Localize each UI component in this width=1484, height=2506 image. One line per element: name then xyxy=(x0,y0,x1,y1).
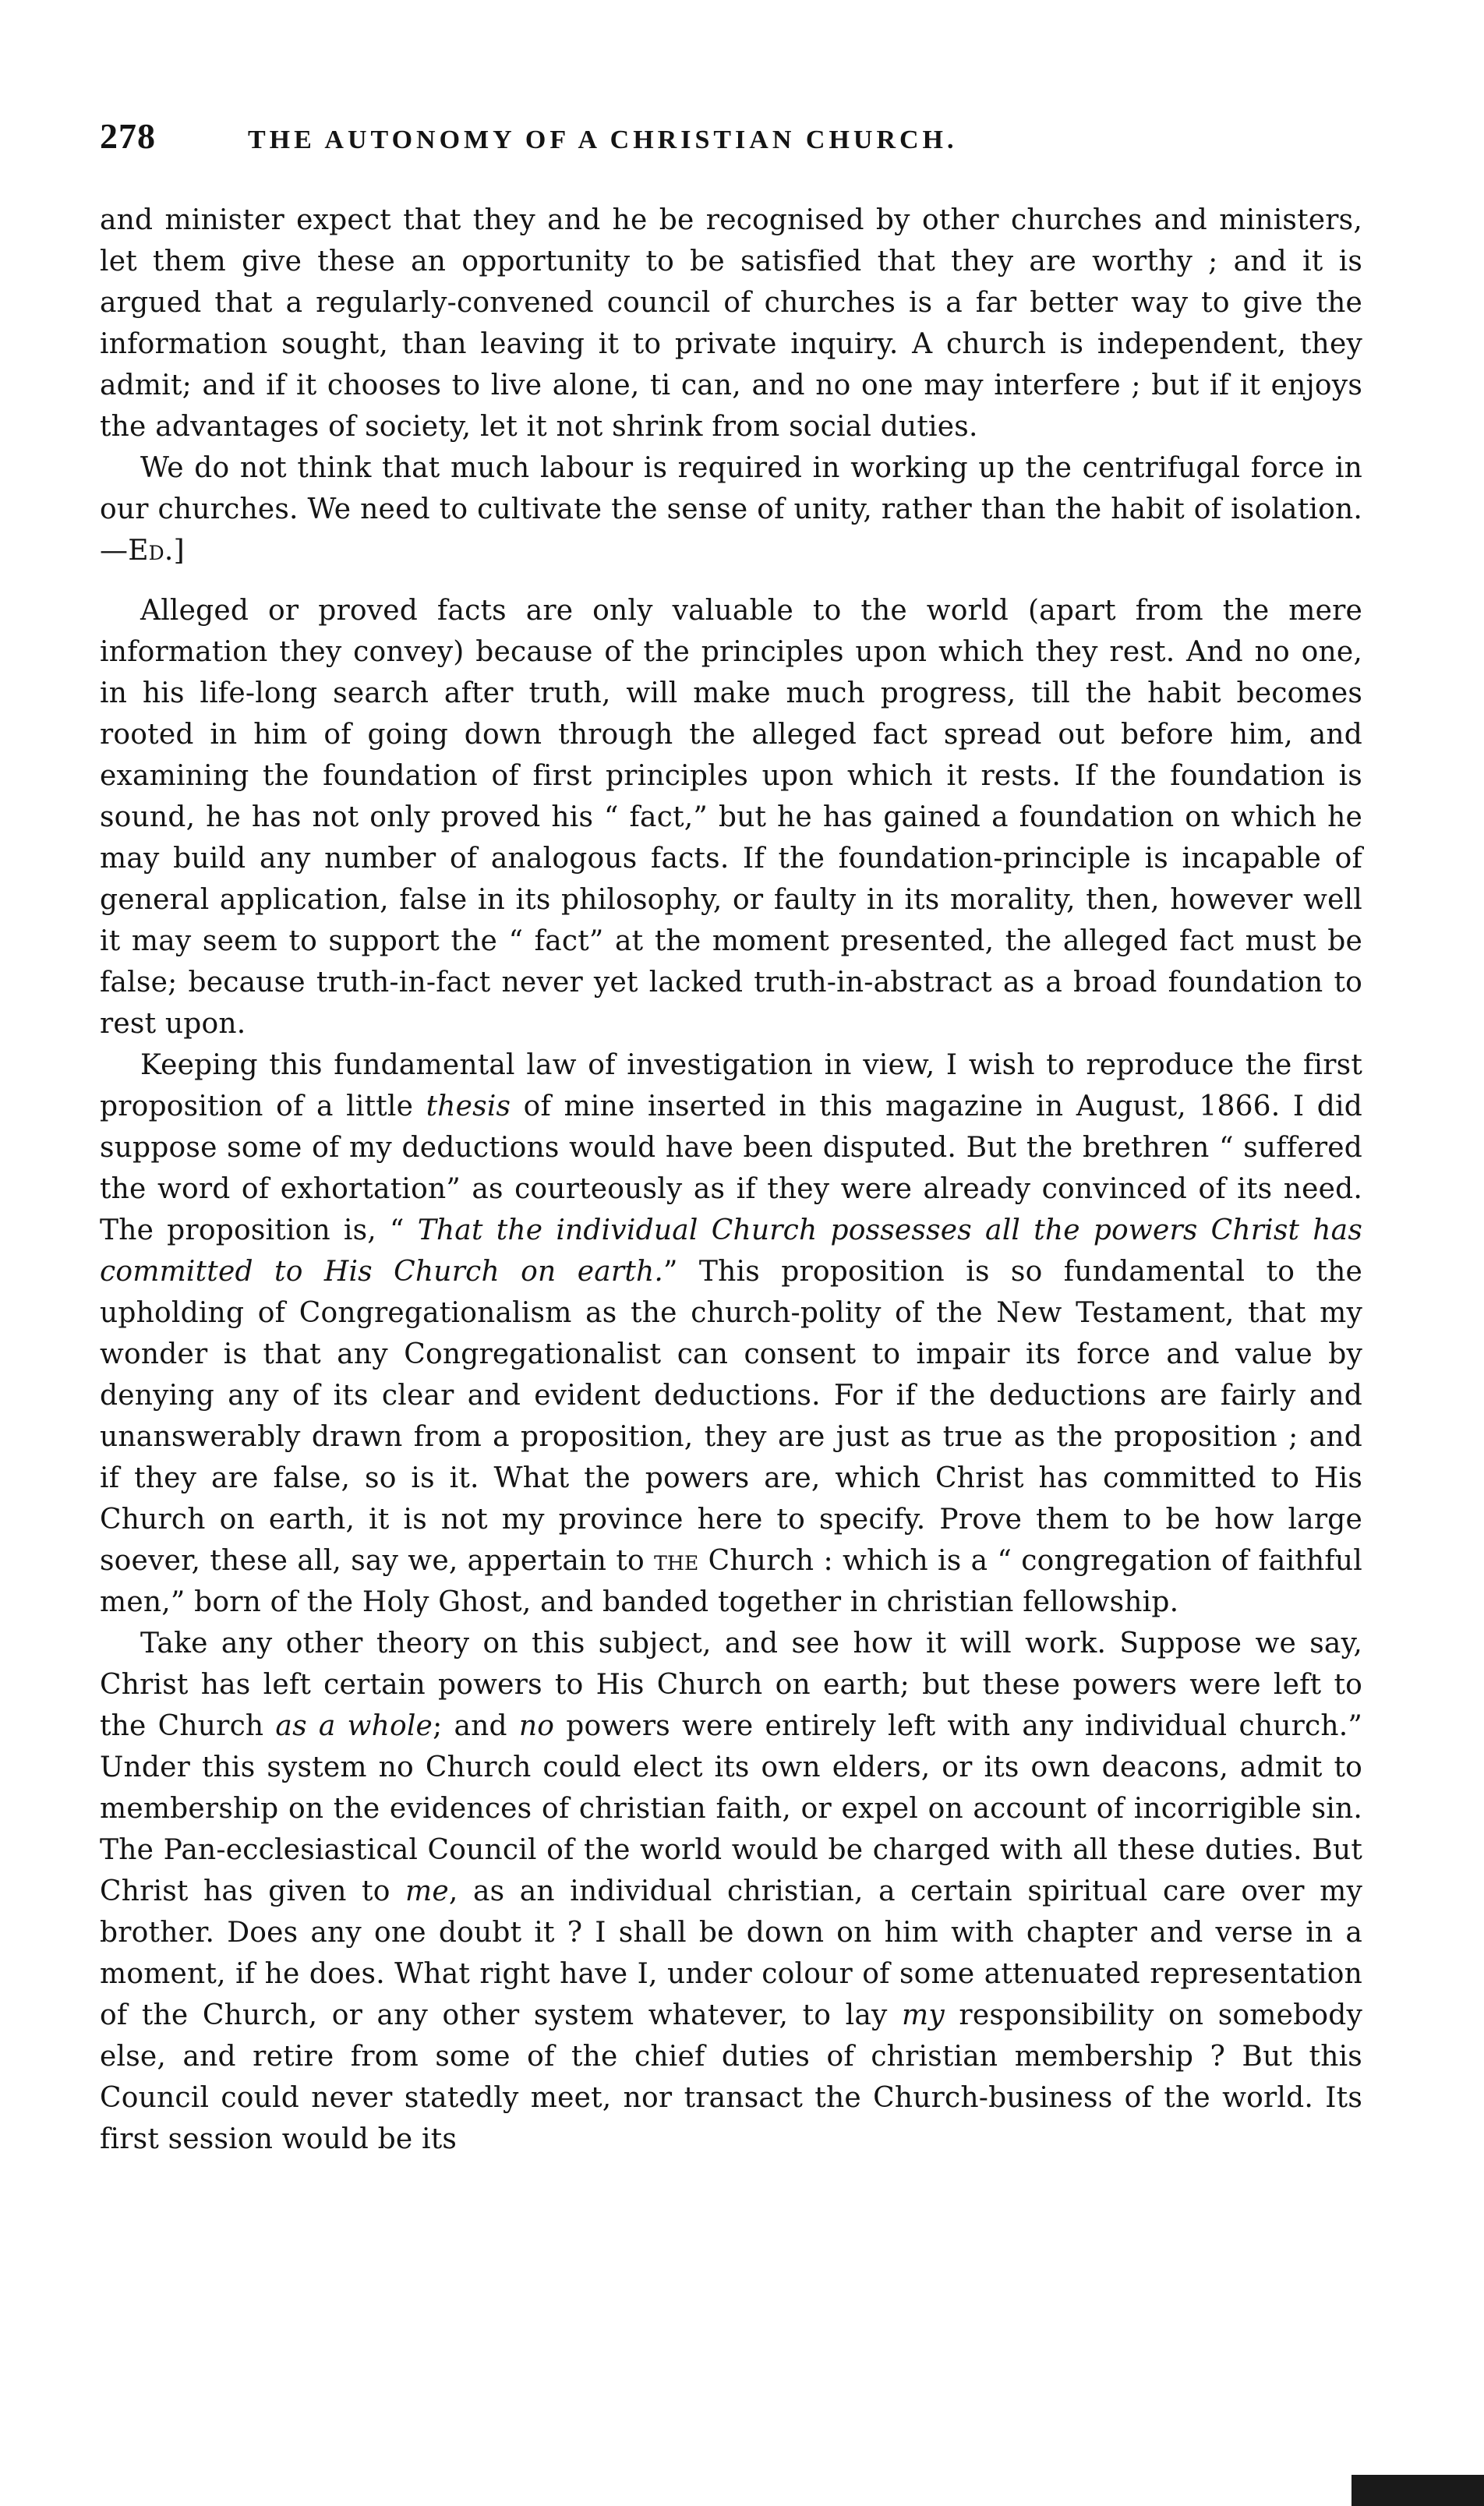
body-text xyxy=(100,200,1362,2160)
book-page xyxy=(100,115,1362,2160)
paragraph-5-text-e: responsibility on somebody else, and retire from some of the chief duties of christian membership ? But this Council could never statedly meet, nor transact the Church-business of the world. Its first session would be its xyxy=(100,1999,1362,2155)
paragraph-5-text-a: Take any other theory on this subject, and see how it will work. Suppose we say, Christ has left certain powers to His Church on earth; but these powers were left to the Church xyxy=(100,1628,1362,1742)
paragraph-4-text-d: Church : which is a “ congregation of faithful men,” born of the Holy Ghost, and banded together in christian fellowship. xyxy=(100,1545,1362,1618)
no-italic: no xyxy=(518,1710,555,1742)
paragraph-5-text-c: powers were entirely left with any individual church.” Under this system no Church could elect its own elders, or its own deacons, admit to membership on the evidences of christian faith, or expel on account of incorrigible sin. The Pan-ecclesiastical Council of the world would be charged with all these duties. But Christ has given to xyxy=(100,1710,1362,1907)
closing-bracket: ] xyxy=(173,535,185,567)
scan-edge-mark xyxy=(1352,2475,1484,2506)
as-a-whole-italic: as a whole xyxy=(275,1710,433,1742)
paragraph-4-text-c: ” This proposition is so fundamental to the upholding of Congregationalism as the church-polity of the New Testament, that my wonder is that any Congregationalist can consent to impair its force and value by denying any of its clear and evident deductions. For if the deductions are fairly and unanswerably drawn from a proposition, they are just as true as the proposition ; and if they are false, so is it. What the powers are, which Christ has committed to His Church on earth, it is not my province here to specify. Prove them to be how large soever, these all, say we, appertain to xyxy=(100,1256,1362,1577)
paragraph-5-text-d: , as an individual christian, a certain spiritual care over my brother. Does any one doubt it ? I shall be down on him with chapter and verse in a moment, if he does. What right have I, under colour of some attenuated representation of the Church, or any other system whatever, to lay xyxy=(100,1875,1362,2031)
thesis-italic: thesis xyxy=(426,1090,511,1122)
page-number: 278 xyxy=(100,116,156,156)
paragraph-4 xyxy=(100,1044,1362,1623)
editor-signature: Ed. xyxy=(128,535,174,567)
running-title: THE AUTONOMY OF A CHRISTIAN CHURCH. xyxy=(248,125,958,154)
paragraph-2 xyxy=(100,447,1362,571)
paragraph-1 xyxy=(100,200,1362,447)
my-italic: my xyxy=(902,1999,945,2031)
the-smallcaps: the xyxy=(654,1545,699,1577)
paragraph-3-text: Alleged or proved facts are only valuable to the world (apart from the mere information they convey) because of the principles upon which they rest. And no one, in his life-long search after truth, will make much progress, till the habit becomes rooted in him of going down through the alleged fact spread out before him, and examining the foundation of first principles upon which it rests. If the foundation is sound, he has not only proved his “ fact,” but he has gained a foundation on which he may build any number of analogous facts. If the foundation-principle is incapable of general application, false in its philosophy, or faulty in its morality, then, however well it may seem to support the “ fact” at the moment presented, the alleged fact must be false; because truth-in-fact never yet lacked truth-in-abstract as a broad foundation to rest upon. xyxy=(100,595,1362,1040)
proposition-quote: That the individual Church possesses all the powers Christ has committed to His Church on earth. xyxy=(100,1214,1362,1288)
me-italic: me xyxy=(405,1875,449,1907)
paragraph-4-text-b: of mine inserted in this magazine in August, 1866. I did suppose some of my deductions would have been disputed. But the brethren “ suffered the word of exhortation” as courteously as if they were already convinced of its need. The proposition is, “ xyxy=(100,1090,1362,1246)
paragraph-4-text-a: Keeping this fundamental law of investigation in view, I wish to reproduce the first proposition of a little xyxy=(100,1049,1362,1122)
running-head xyxy=(100,115,1362,170)
paragraph-1-text: and minister expect that they and he be recognised by other churches and ministers, let them give these an opportunity to be satisfied that they are worthy ; and it is argued that a regularly-convened council of churches is a far better way to give the information sought, than leaving it to private inquiry. A church is independent, they admit; and if it chooses to live alone, ti can, and no one may interfere ; but if it enjoys the advantages of society, let it not shrink from social duties. xyxy=(100,204,1362,443)
paragraph-5 xyxy=(100,1623,1362,2160)
paragraph-3 xyxy=(100,590,1362,1044)
paragraph-2-text: We do not think that much labour is required in working up the centrifugal force in our churches. We need to cultivate the sense of unity, rather than the habit of isolation.— xyxy=(100,452,1362,567)
paragraph-5-text-b: ; and xyxy=(433,1710,519,1742)
